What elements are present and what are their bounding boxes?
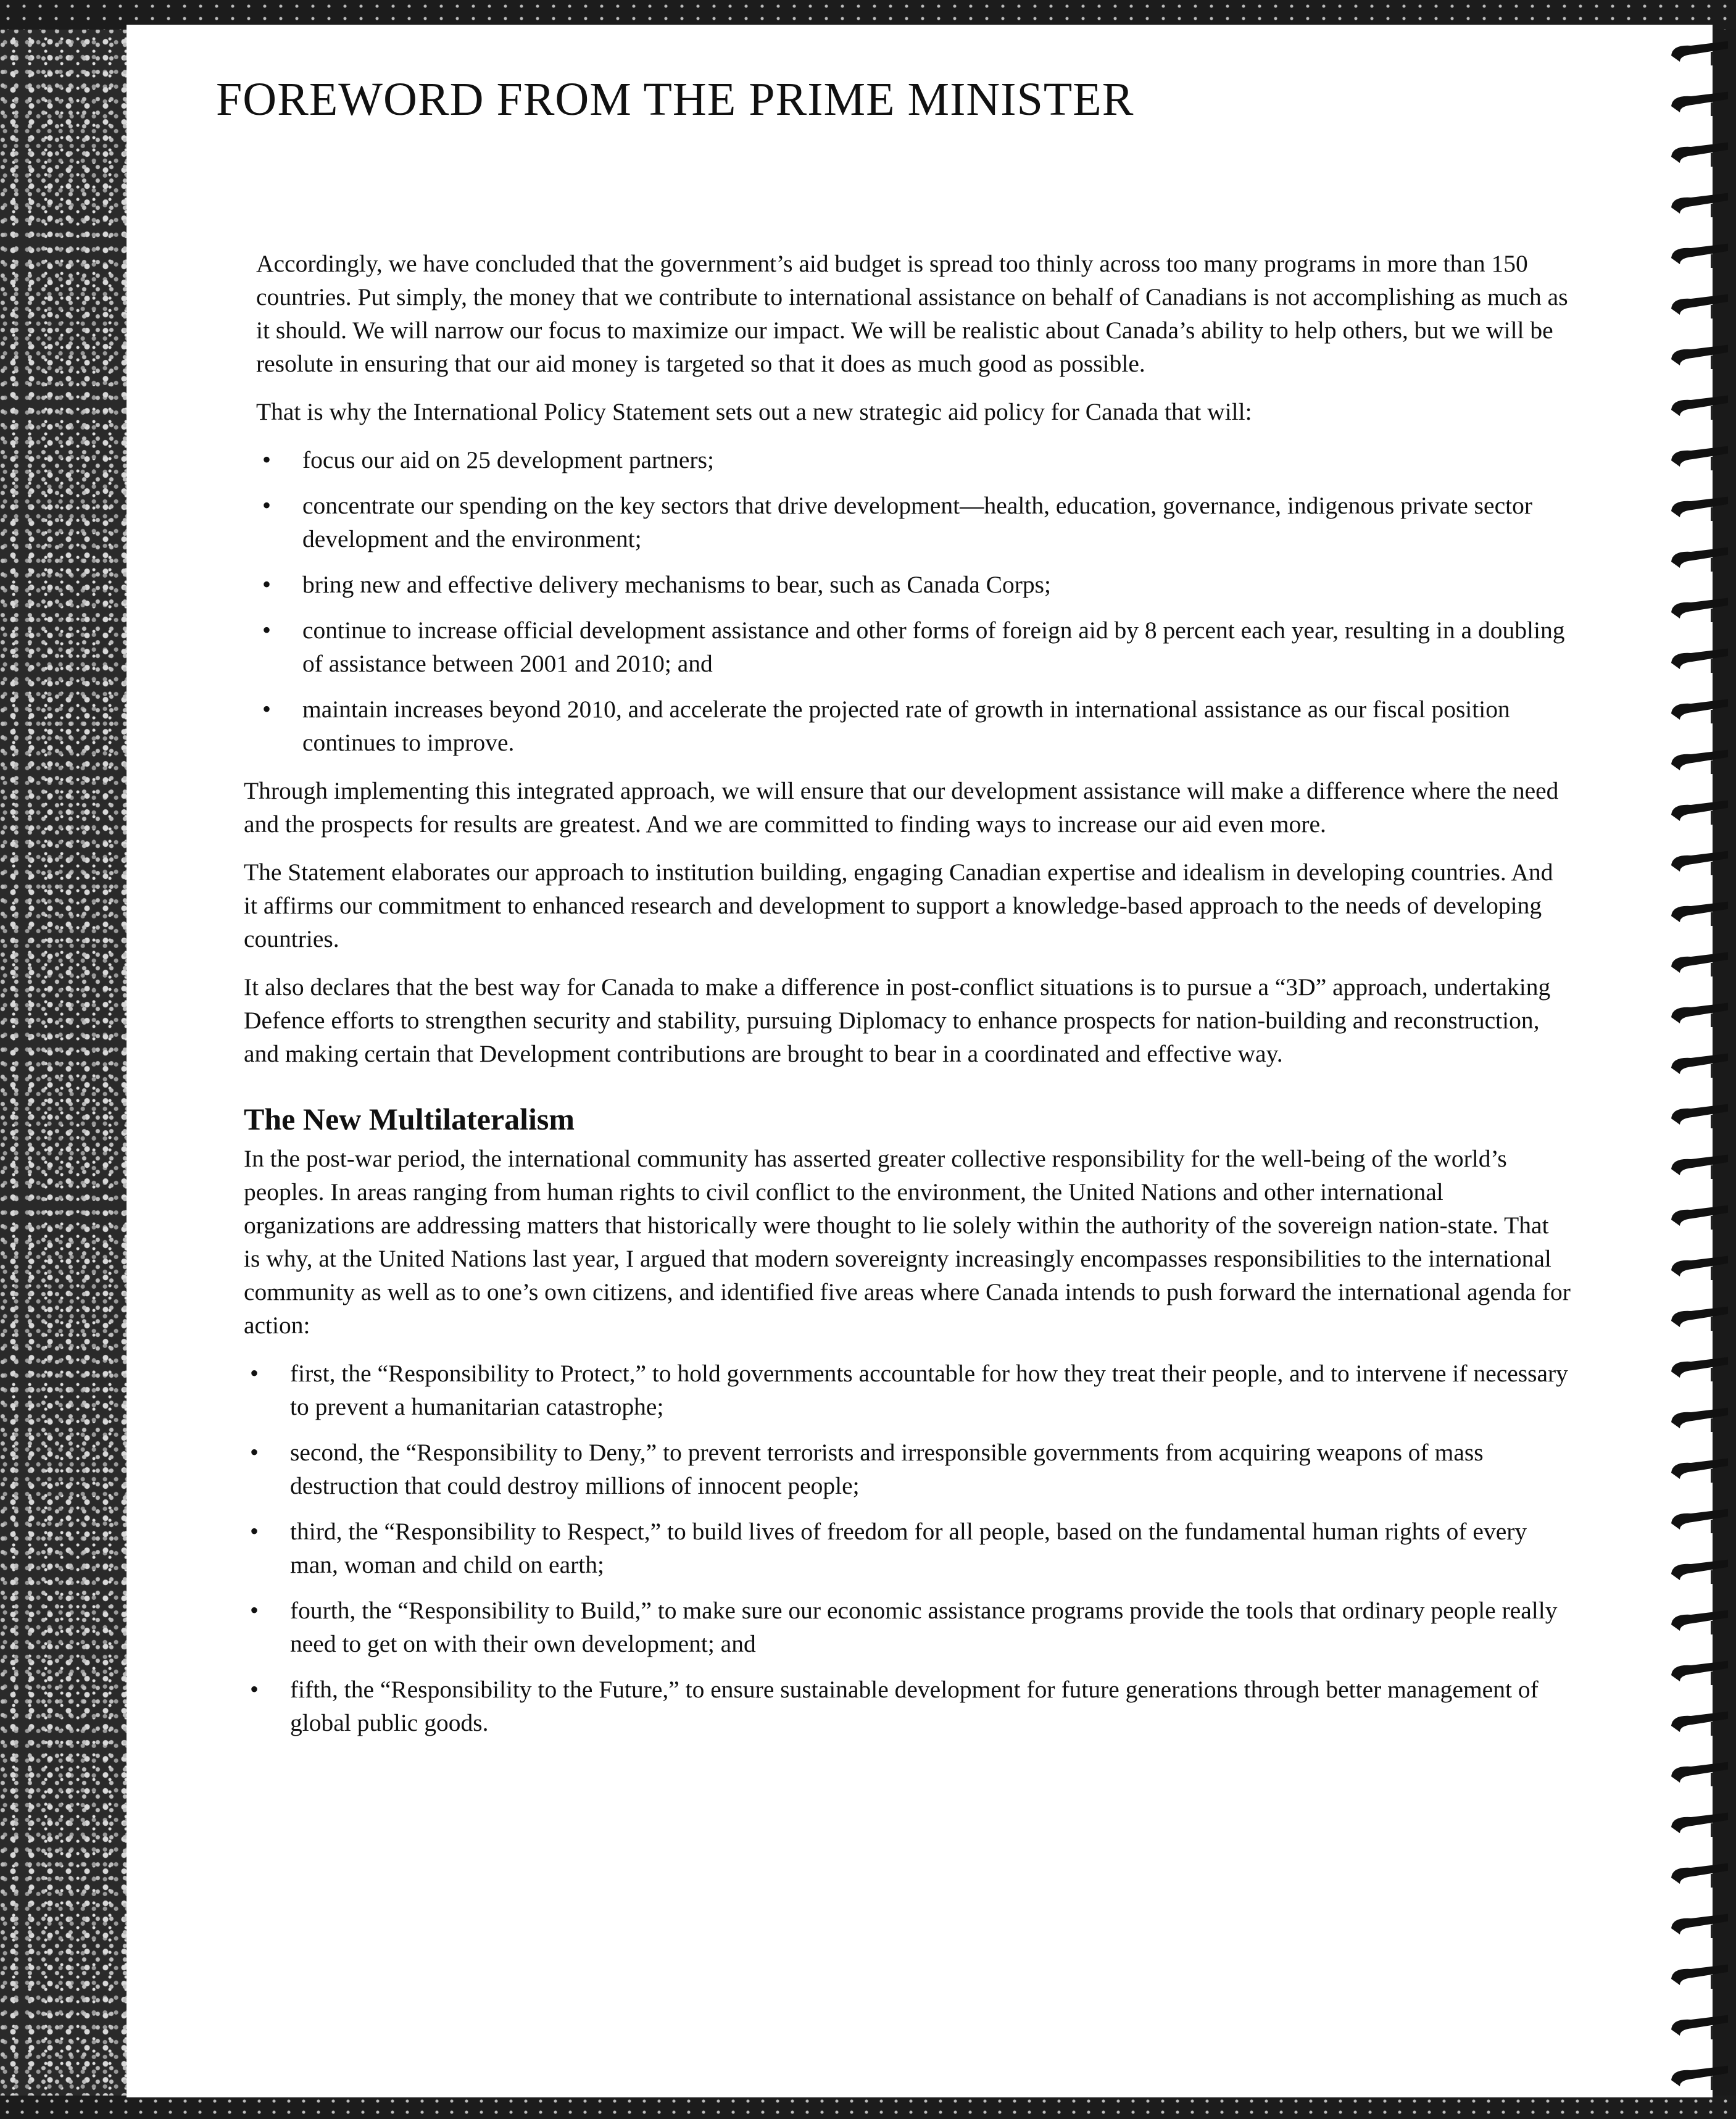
list-item: • fifth, the “Responsibility to the Future,” to ensure sustainable development for future generations through better management of global public goods. [244, 1673, 1571, 1739]
paragraph-strategic-aid-intro: That is why the International Policy Statement sets out a new strategic aid policy for Canada that will: [256, 398, 1252, 425]
list-item: • third, the “Responsibility to Respect,” to build lives of freedom for all people, based on the fundamental human rights of every man, woman and child on earth; [244, 1515, 1571, 1581]
list-item: • focus our aid on 25 development partners; [256, 443, 1571, 477]
binding-coil-icon [1666, 341, 1728, 369]
page-title: FOREWORD FROM THE PRIME MINISTER [216, 73, 1134, 125]
paragraph-aid-budget: Accordingly, we have concluded that the government’s aid budget is spread too thinly across too many programs in more than 150 countries. Put simply, the money that we contribute to international assistance on behalf of Canadians is not accomplishing as much as it should. We will narrow our focus to maximize our impact. We will be realistic about Canada’s ability to help others, but we will be resolute in ensuring that our aid money is targeted so that it does as much good as possible. [256, 250, 1568, 377]
binding-coil-icon [1666, 138, 1728, 167]
binding-coil-icon [1666, 37, 1728, 65]
binding-coil-icon [1666, 1758, 1728, 1786]
spiral-binding [1660, 25, 1736, 2097]
binding-coil-icon [1666, 1252, 1728, 1280]
bullet-icon: • [262, 616, 272, 644]
section-new-multilateralism [244, 1142, 1571, 1739]
binding-coil-icon [1666, 1657, 1728, 1685]
document-body [244, 247, 1571, 1754]
binding-coil-icon [1666, 1809, 1728, 1837]
scan-bottom-border [0, 2096, 1736, 2119]
paragraph-multilateralism: In the post-war period, the international community has asserted greater collective responsibility for the well-being of the world’s peoples. In areas ranging from human rights to civil conflict to the environment, the United Nations and other international organizations are addressing matters that historically were thought to lie solely within the authority of the sovereign nation-state. That is why, at the United Nations last year, I argued that modern sovereignty increasingly encompasses responsibilities to the international community as well as to one’s own citizens, and identified five areas where Canada intends to push forward the international agenda for action: [244, 1145, 1571, 1339]
binding-coil-icon [1666, 1454, 1728, 1483]
scan-left-border [0, 0, 130, 2119]
bullet-icon: • [250, 1675, 259, 1703]
binding-coil-icon [1666, 1353, 1728, 1381]
binding-coil-icon [1666, 948, 1728, 976]
binding-coil-icon [1666, 442, 1728, 470]
binding-coil-icon [1666, 1049, 1728, 1078]
binding-coil-icon [1666, 543, 1728, 572]
binding-coil-icon [1666, 644, 1728, 673]
bullet-icon: • [250, 1438, 259, 1466]
binding-coil-icon [1666, 1555, 1728, 1584]
binding-coil-icon [1666, 1707, 1728, 1736]
responsibility-list [244, 1357, 1571, 1739]
list-item: • continue to increase official development assistance and other forms of foreign aid by 8 percent each year, resulting in a doubling of assistance between 2001 and 2010; and [256, 614, 1571, 680]
bullet-icon: • [262, 446, 272, 473]
list-item: • first, the “Responsibility to Protect,” to hold governments accountable for how they treat their people, and to intervene if necessary to prevent a humanitarian catastrophe; [244, 1357, 1571, 1423]
list-item: • maintain increases beyond 2010, and accelerate the projected rate of growth in international assistance as our fiscal position continues to improve. [256, 693, 1571, 759]
binding-coil-icon [1666, 493, 1728, 521]
bullet-icon: • [262, 570, 272, 598]
bullet-icon: • [250, 1517, 259, 1545]
binding-coil-icon [1666, 1151, 1728, 1179]
binding-coil-icon [1666, 999, 1728, 1027]
binding-coil-icon [1666, 594, 1728, 622]
binding-coil-icon [1666, 1302, 1728, 1331]
binding-coil-icon [1666, 897, 1728, 926]
section-heading: The New Multilateralism [244, 1102, 575, 1136]
paragraph-institution-building: The Statement elaborates our approach to institution building, engaging Canadian expertise and idealism in developing countries. And it affirms our commitment to enhanced research and development to support a knowledge-based approach to the needs of developing countries. [244, 859, 1553, 952]
binding-coil-icon [1666, 1859, 1728, 1888]
bullet-icon: • [262, 695, 272, 723]
binding-coil-icon [1666, 1404, 1728, 1432]
binding-coil-icon [1666, 391, 1728, 420]
binding-coil-icon [1666, 1505, 1728, 1533]
binding-coil-icon [1666, 2011, 1728, 2039]
paragraph-integrated-approach: Through implementing this integrated approach, we will ensure that our development assistance will make a difference where the need and the prospects for results are greatest. And we are committed to finding ways to increase our aid even more. [244, 777, 1559, 838]
paragraph-3d-approach: It also declares that the best way for Canada to make a difference in post-conflict situations is to pursue a “3D” approach, undertaking Defence efforts to strengthen security and stability, pursuing Diplomacy to enhance prospects for nation-building and reconstruction, and making certain that Development contributions are brought to bear in a coordinated and effective way. [244, 973, 1551, 1067]
binding-coil-icon [1666, 2062, 1728, 2090]
bullet-icon: • [262, 491, 272, 519]
binding-coil-icon [1666, 1201, 1728, 1230]
binding-coil-icon [1666, 746, 1728, 774]
binding-coil-icon [1666, 1100, 1728, 1128]
list-item: • second, the “Responsibility to Deny,” to prevent terrorists and irresponsible governments from acquiring weapons of mass destruction that could destroy millions of innocent people; [244, 1436, 1571, 1502]
binding-coil-icon [1666, 1960, 1728, 1989]
bullet-icon: • [250, 1596, 259, 1624]
binding-coil-icon [1666, 796, 1728, 825]
list-item: • concentrate our spending on the key sectors that drive development—health, education, governance, indigenous private sector development and the environment; [256, 489, 1571, 556]
binding-coil-icon [1666, 290, 1728, 318]
binding-coil-icon [1666, 1606, 1728, 1634]
list-item: • fourth, the “Responsibility to Build,” to make sure our economic assistance programs provide the tools that ordinary people really need to get on with their own development; and [244, 1594, 1571, 1660]
bullet-icon: • [250, 1359, 259, 1387]
binding-coil-icon [1666, 1910, 1728, 1938]
binding-coil-icon [1666, 695, 1728, 723]
binding-coil-icon [1666, 189, 1728, 217]
binding-coil-icon [1666, 847, 1728, 875]
list-item: • bring new and effective delivery mechanisms to bear, such as Canada Corps; [256, 568, 1571, 601]
binding-coil-icon [1666, 88, 1728, 116]
aid-policy-list [256, 443, 1571, 759]
binding-coil-icon [1666, 239, 1728, 268]
